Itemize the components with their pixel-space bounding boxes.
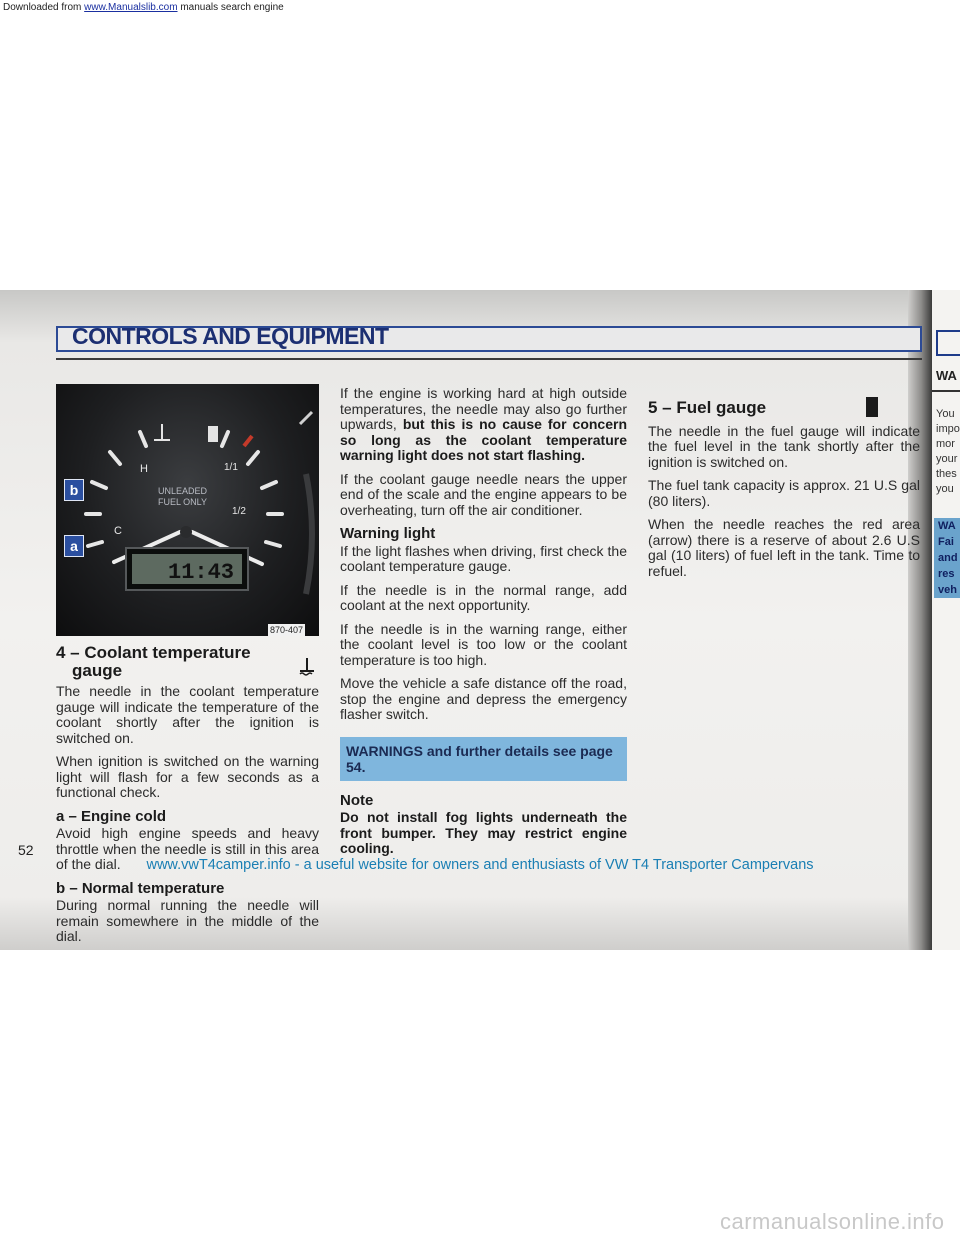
fuel-heading [648, 400, 920, 416]
stripe-prefix: Downloaded from [3, 2, 82, 13]
fuel-paragraph: The needle in the fuel gauge will indicate the fuel level in the tank shortly after the ignition is switched on. [648, 422, 920, 470]
overheat-paragraph: If the coolant gauge needle nears the upper end of the scale and the engine appears to be overheating, turn off the air conditioner. [340, 470, 627, 518]
fuel-pump-icon [866, 397, 878, 417]
next-page-warning-fragment: and [938, 552, 958, 564]
header-rule [56, 358, 922, 360]
next-page-rule [932, 390, 960, 392]
high-temp-plain: If the engine is working hard at high outside temperatures, the needle may also go further upwards, [340, 385, 627, 432]
next-page-fragment: You [936, 408, 955, 420]
next-page-fragment: thes [936, 468, 957, 480]
column-warnings [340, 386, 627, 865]
warnings-reference-box: WARNINGS and further details see page 54. [340, 737, 627, 781]
full-label: 1/1 [224, 462, 238, 473]
coolant-heading [56, 644, 319, 680]
warning-paragraph: Move the vehicle a safe distance off the road, stop the engine and depress the emergency flasher switch. [340, 675, 627, 722]
next-page-warning-fragment: veh [938, 584, 957, 596]
next-page-warning-fragment: res [938, 568, 955, 580]
next-page-edge [932, 290, 960, 950]
note-heading: Note [340, 791, 374, 809]
coolant-paragraph: The needle in the coolant temperature gauge will indicate the temperature of the coolant shortly after the ignition is switched on. [56, 683, 319, 746]
stripe-suffix: manuals search engine [180, 2, 284, 13]
photo-code: 870-407 [270, 625, 304, 635]
column-coolant [56, 644, 319, 953]
warning-paragraph: If the needle is in the normal range, add coolant at the next opportunity. [340, 581, 627, 613]
download-stripe [0, 0, 960, 16]
coolant-heading-line1: 4 – Coolant temperature [56, 643, 251, 662]
cold-label: C [114, 525, 122, 537]
fuel-only-label: FUEL ONLY [158, 497, 208, 507]
warning-paragraph: If the light flashes when driving, first check the coolant temperature gauge. [340, 542, 627, 574]
next-page-warning-fragment: Fai [938, 536, 954, 548]
next-page-heading: WA [936, 368, 957, 383]
unleaded-label: UNLEADED [158, 486, 208, 496]
coolant-paragraph: When ignition is switched on the warning light will flash for a few seconds as a functional check. [56, 753, 319, 800]
next-page-fragment: impo [936, 423, 960, 435]
manualslib-link[interactable]: www.Manualslib.com [84, 2, 178, 13]
website-watermark: www.vwT4camper.info - a useful website for owners and enthusiasts of VW T4 Transporter Campervans [146, 857, 814, 873]
callout-a: a [64, 535, 84, 557]
note-paragraph: Do not install fog lights underneath the front bumper. They may restrict engine cooling. [340, 809, 627, 856]
hot-label: H [140, 463, 148, 475]
page-gutter-shadow [908, 290, 932, 950]
thermometer-icon [297, 656, 317, 676]
callout-b: b [64, 479, 84, 501]
normal-temp-paragraph: During normal running the needle will remain somewhere in the middle of the dial. [56, 897, 319, 944]
next-page-fragment: mor [936, 438, 955, 450]
next-page-warning-fragment: WA [938, 520, 956, 532]
engine-cold-paragraph: Avoid high engine speeds and heavy throttle when the needle is still in this area of the dial. [56, 825, 319, 872]
next-page-header-box [936, 330, 960, 356]
next-page-fragment: your [936, 453, 958, 465]
fuel-heading-text: 5 – Fuel gauge [648, 398, 767, 417]
engine-cold-heading: a – Engine cold [56, 807, 167, 825]
gauge-illustration [56, 384, 319, 636]
lcd-clock: 11:43 [168, 560, 235, 585]
column-fuel [648, 400, 920, 587]
footer-watermark: carmanualsonline.info [720, 1209, 945, 1234]
fuel-paragraph: The fuel tank capacity is approx. 21 U.S gal (80 liters). [648, 477, 920, 509]
warning-light-heading: Warning light [340, 525, 436, 542]
normal-temp-heading: b – Normal temperature [56, 879, 225, 897]
instrument-cluster-photo [56, 384, 319, 636]
coolant-heading-line2: gauge [72, 661, 123, 680]
high-temp-paragraph [340, 386, 627, 464]
fuel-paragraph: When the needle reaches the red area (arrow) there is a reserve of about 2.6 U.S gal (10 liters) of fuel left in the tank. Time to refuel. [648, 516, 920, 579]
page-number: 52 [18, 842, 34, 858]
section-title: CONTROLS AND EQUIPMENT [72, 323, 389, 349]
warning-paragraph: If the needle is in the warning range, either the coolant level is too low or the coolant temperature is too high. [340, 620, 627, 668]
half-label: 1/2 [232, 506, 246, 517]
next-page-fragment: you [936, 483, 954, 495]
high-temp-bold: but this is no cause for concern so long as the coolant temperature warning light does not start flashing. [340, 416, 628, 463]
next-page-warning-box [934, 518, 960, 598]
